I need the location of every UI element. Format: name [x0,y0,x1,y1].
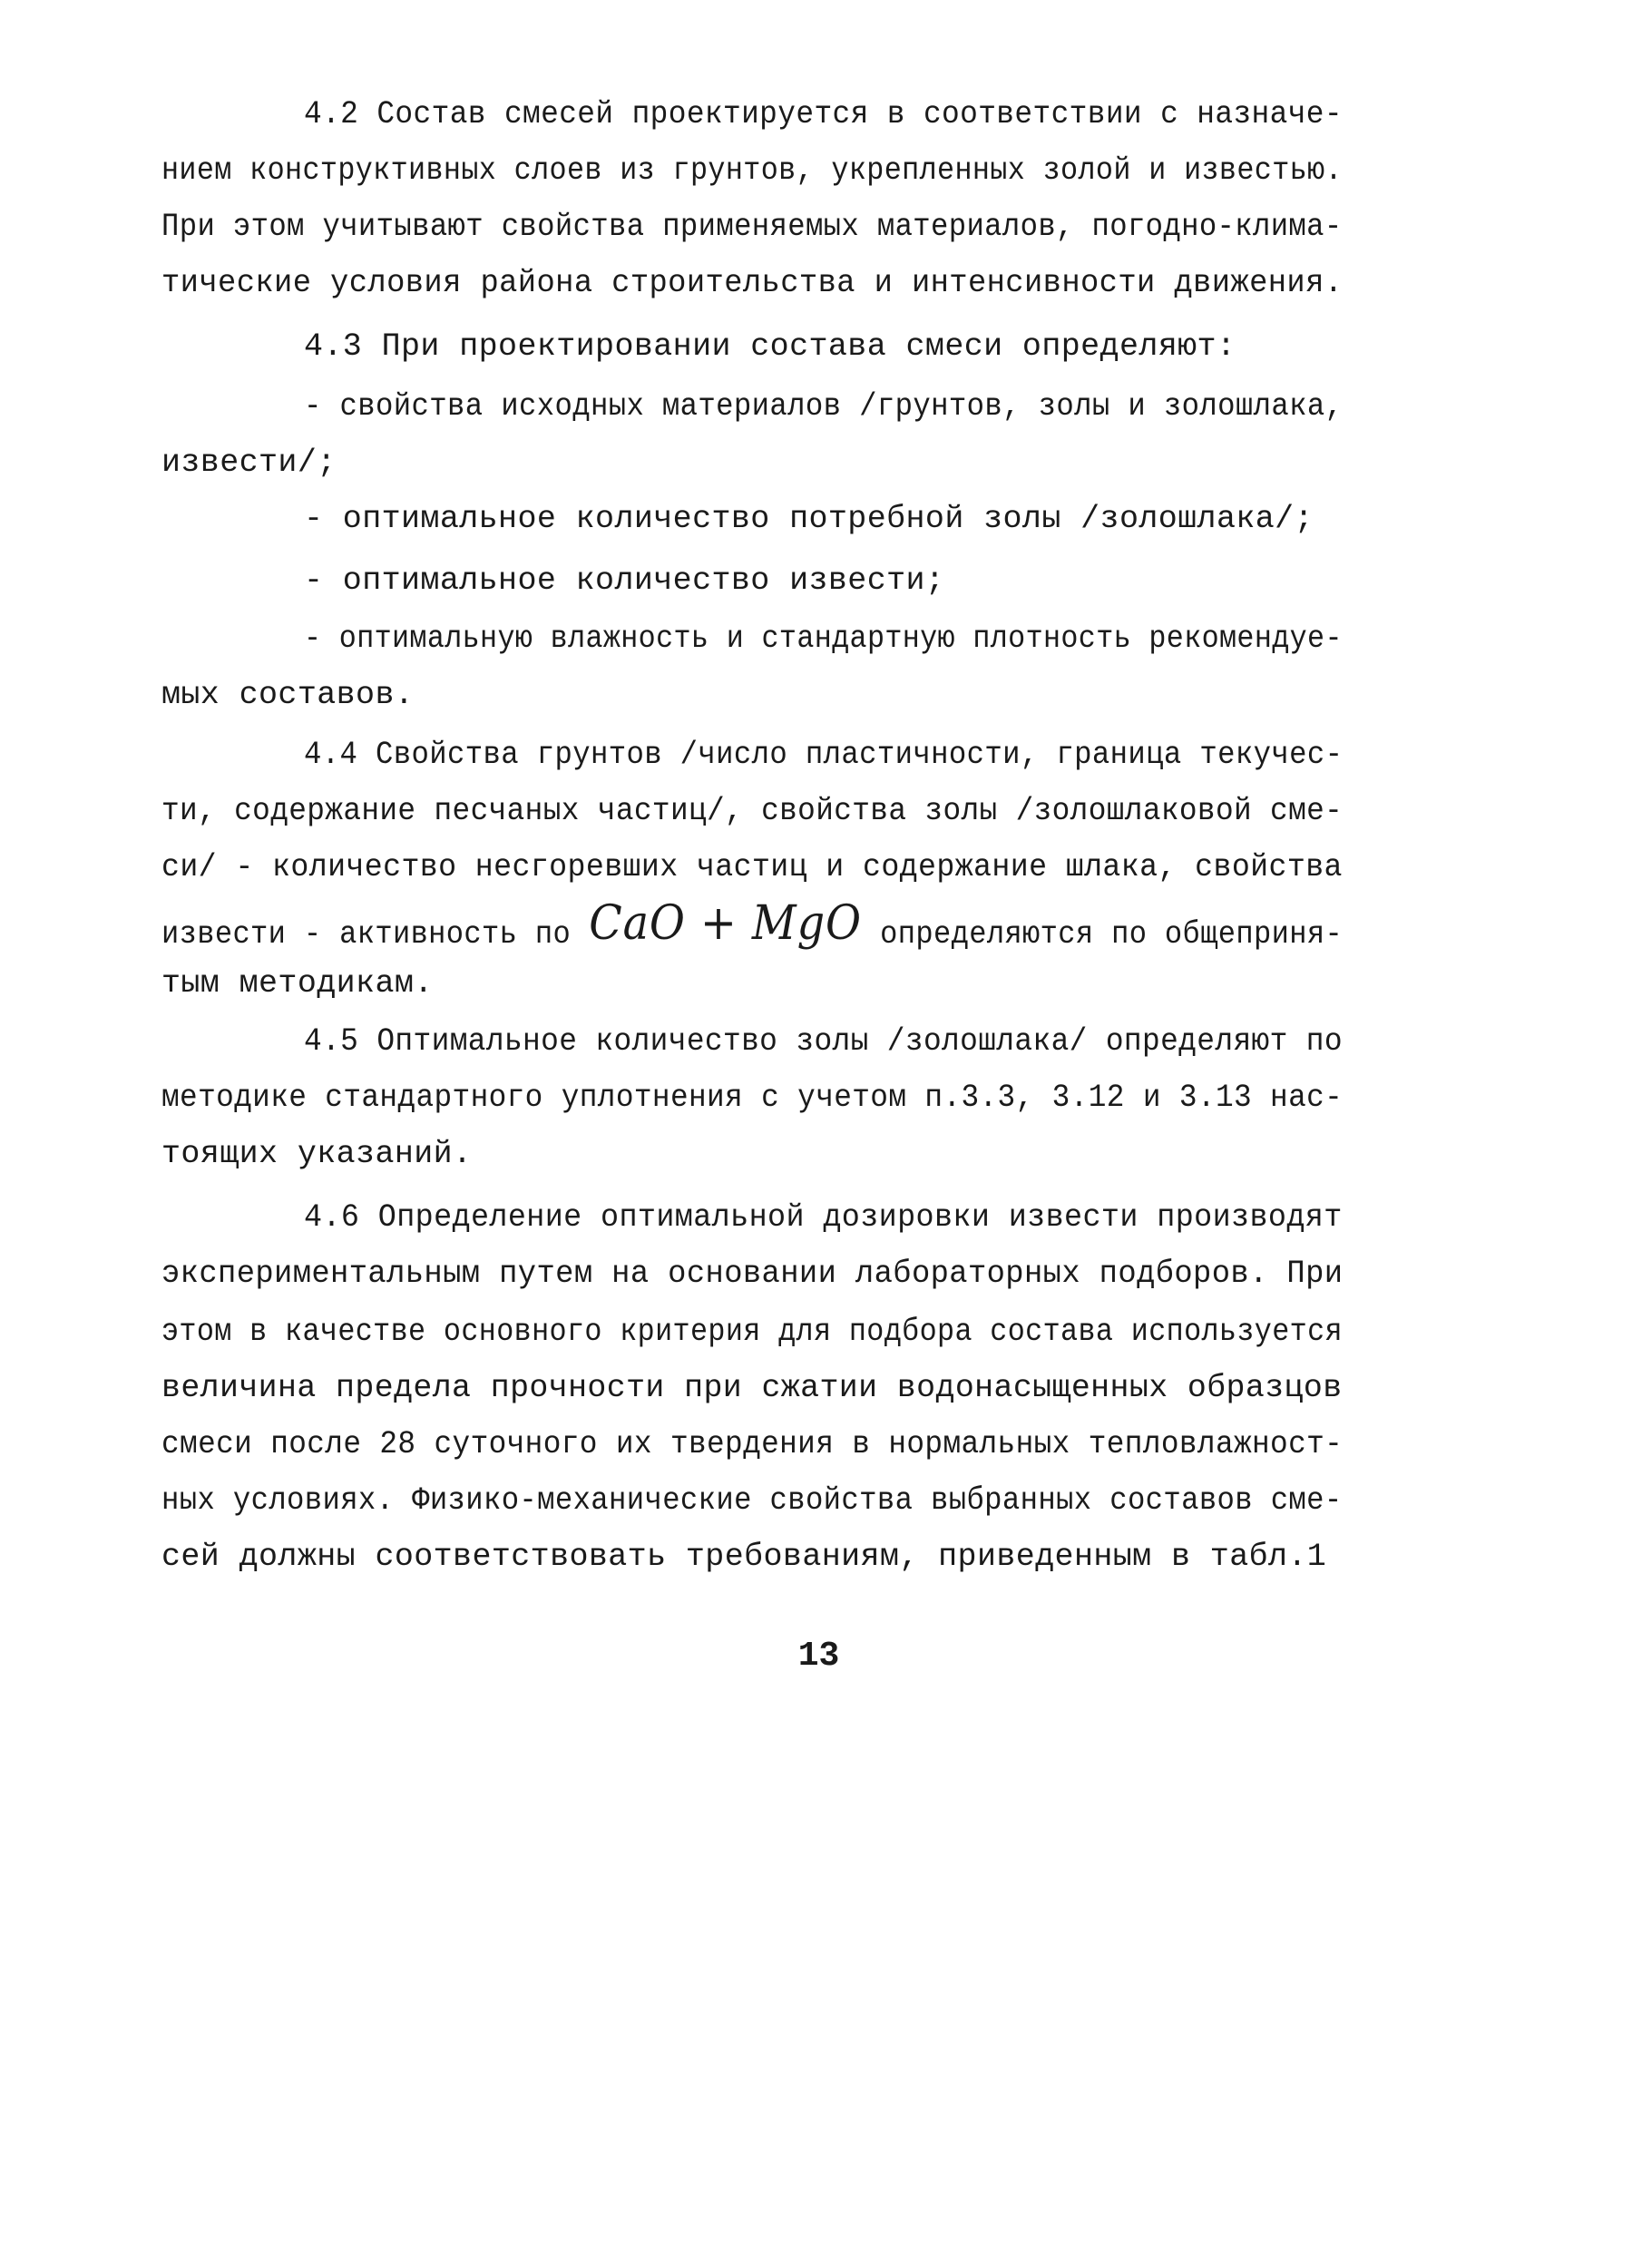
text-line: - оптимальное количество потребной золы /золошлака/; [304,501,1314,537]
text-line: смеси после 28 суточного их твердения в нормальных тепловлажност- [161,1426,1344,1462]
text-line: - свойства исходных материалов /грунтов, золы и золошлака, [304,388,1344,425]
text-line: сей должны соответствовать требованиям, приведенным в табл.1 [161,1539,1327,1575]
text-line: тические условия района строительства и интенсивности движения. [161,265,1344,301]
page-number: 13 [797,1637,840,1676]
text-line-with-formula [161,896,1344,953]
text-line: - оптимальную влажность и стандартную плотность рекомендуе- [304,621,1343,657]
text-line: нием конструктивных слоев из грунтов, укрепленных золой и известью. [161,152,1343,189]
text-segment: извести - активность по [161,916,572,953]
text-line: извести/; [161,445,337,481]
chemical-formula: CaO + MgO [589,896,862,951]
text-line: 4.2 Состав смесей проектируется в соответствии с назначе- [304,96,1343,132]
text-line: 4.5 Оптимальное количество золы /золошлака/ определяют по [304,1023,1343,1060]
text-line: величина предела прочности при сжатии водонасыщенных образцов [161,1370,1343,1406]
text-line: этом в качестве основного критерия для подбора состава используется [161,1314,1343,1350]
text-line: экспериментальным путем на основании лабораторных подборов. При [161,1256,1344,1292]
text-line: си/ - количество несгоревших частиц и содержание шлака, свойства [161,849,1343,885]
text-segment: определяются по общеприня- [880,916,1344,953]
text-line: мых составов. [161,677,415,713]
text-line: При этом учитывают свойства применяемых материалов, погодно-клима- [161,209,1343,245]
text-line: 4.4 Свойства грунтов /число пластичности, граница текучес- [304,737,1344,773]
text-line: 4.3 При проектировании состава смеси определяют: [304,328,1236,365]
text-line: - оптимальное количество извести; [304,562,945,599]
text-line: тоящих указаний. [161,1136,473,1172]
text-line: методике стандартного уплотнения с учетом п.3.3, 3.12 и 3.13 нас- [161,1080,1344,1116]
text-line: 4.6 Определение оптимальной дозировки извести производят [304,1199,1343,1236]
text-line: ных условиях. Физико-механические свойства выбранных составов сме- [161,1482,1343,1519]
text-line: тым методикам. [161,965,434,1002]
text-line: ти, содержание песчаных частиц/, свойства золы /золошлаковой сме- [161,793,1344,829]
